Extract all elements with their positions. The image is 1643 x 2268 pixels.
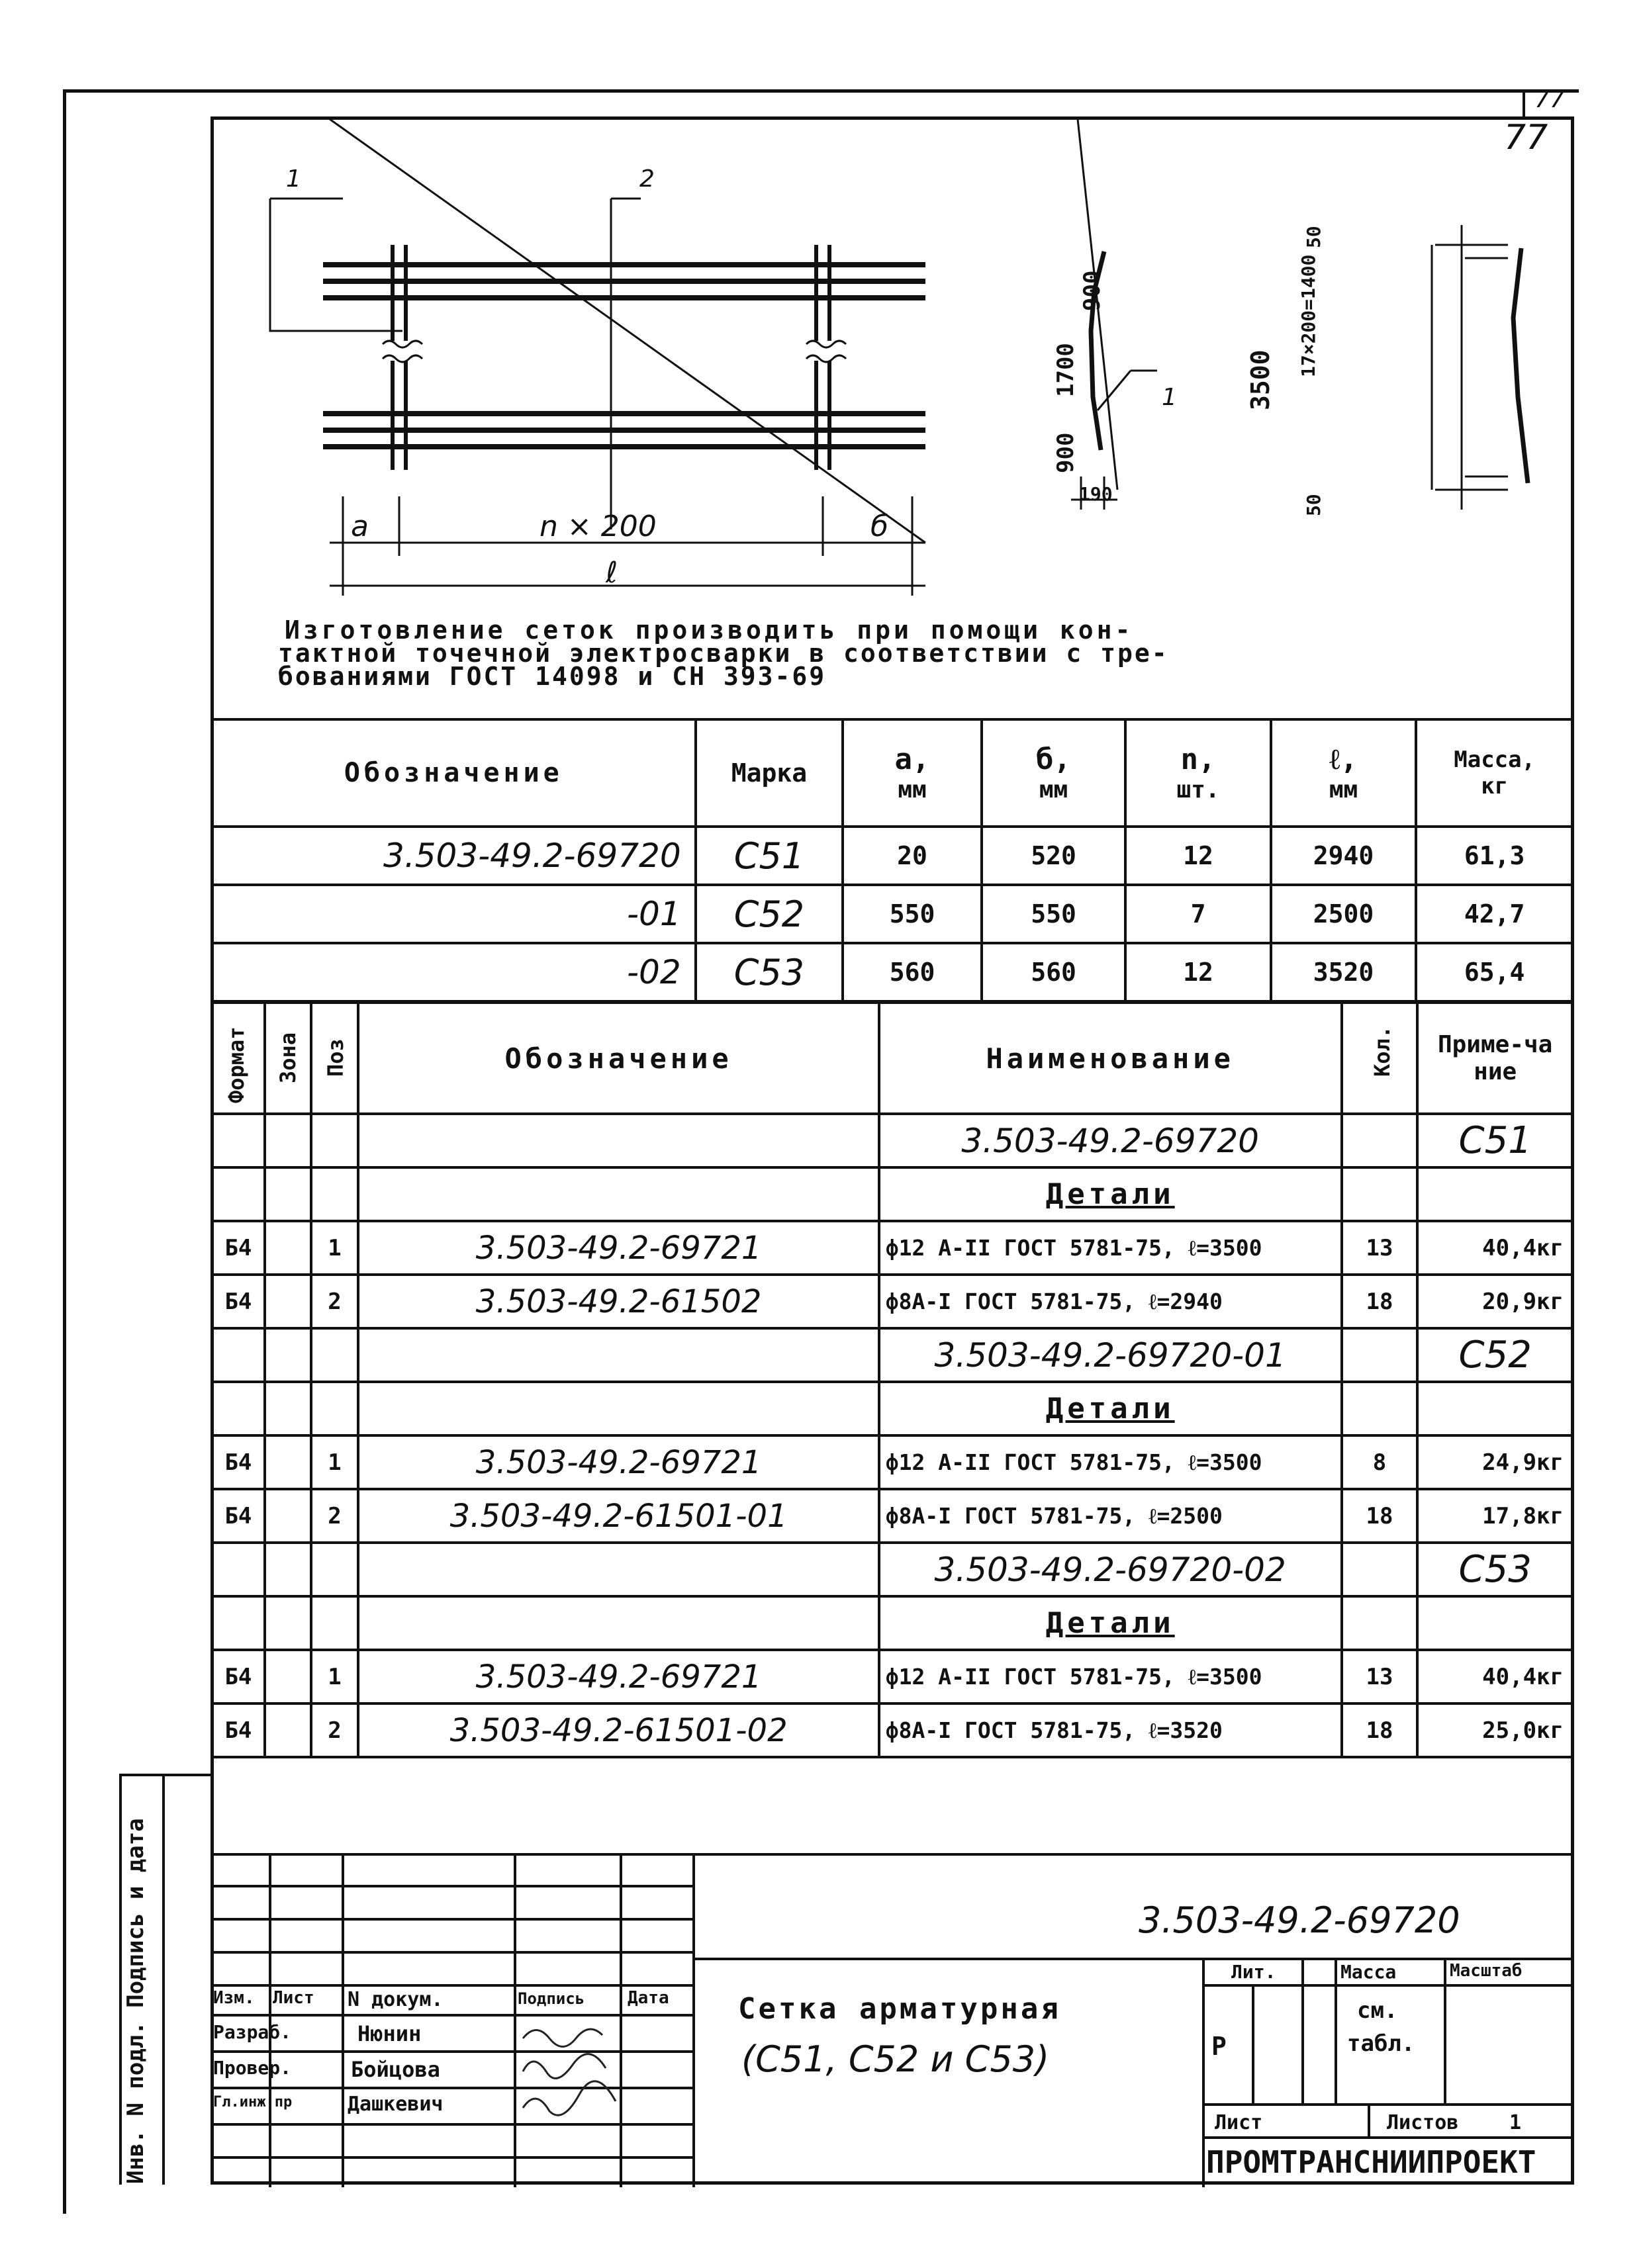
tb-title-line2: (С51, С52 и С53): [741, 2038, 1050, 2080]
spec-cell-note: С51: [1417, 1114, 1573, 1167]
spec-cell-pos: [311, 1167, 359, 1221]
note-line-2: тактной точечной электросварки в соответствии с тре-: [278, 639, 1169, 668]
t1-header-a-label: a,: [894, 743, 930, 776]
dim-b: б: [870, 510, 889, 543]
spec-row: [212, 1650, 1573, 1703]
spec-cell-pos: 1: [311, 1221, 359, 1275]
tb-col-list: Лист: [273, 1988, 314, 2008]
spec-cell-note: [1417, 1382, 1573, 1435]
t1-cell-mass: 42,7: [1416, 885, 1573, 943]
spec-cell-zone: [265, 1275, 311, 1328]
spec-row: [212, 1328, 1573, 1382]
spec-cell-format: Б4: [212, 1650, 265, 1703]
spec-cell-qty: 13: [1342, 1650, 1418, 1703]
spec-cell-format: [212, 1596, 265, 1650]
t1-cell-n: 12: [1125, 943, 1270, 1001]
t1-cell-b: 520: [982, 827, 1126, 885]
spec-cell-qty: 18: [1342, 1275, 1418, 1328]
spec-row: [212, 1543, 1573, 1596]
t1-header-l-label: ℓ,: [1329, 743, 1358, 776]
tb-col-izm: Изм.: [213, 1988, 255, 2008]
spec-cell-qty: [1342, 1382, 1418, 1435]
spec-cell-zone: [265, 1221, 311, 1275]
t1-header-n-unit: шт.: [1176, 776, 1220, 803]
t1-cell-mass: 65,4: [1416, 943, 1573, 1001]
spec-cell-pos: 2: [311, 1703, 359, 1757]
spec-row: [212, 1489, 1573, 1543]
tb-mass-value-1: см.: [1357, 1997, 1398, 2024]
spec-row: [212, 1114, 1573, 1167]
tb-mass-label: Масса: [1340, 1961, 1397, 1983]
spec-cell-designation: [358, 1328, 878, 1382]
spec-cell-name: ф12 А-II ГОСТ 5781-75, ℓ=3500: [879, 1650, 1342, 1703]
spec-cell-zone: [265, 1382, 311, 1435]
note-line-3: бованиями ГОСТ 14098 и СН 393-69: [278, 662, 827, 691]
spec-cell-pos: [311, 1114, 359, 1167]
tb-scale-label: Масштаб: [1450, 1961, 1523, 1981]
tb-name-prover: Бойцова: [351, 2057, 440, 2082]
side2-3500: 3500: [1246, 349, 1275, 410]
frame-top-line: [63, 89, 1579, 93]
spec-cell-qty: 8: [1342, 1435, 1418, 1489]
page-number-handwritten: 77: [1504, 118, 1548, 158]
spec-cell-designation: 3.503-49.2-61501-02: [358, 1703, 878, 1757]
tb-col-ndok: N докум.: [348, 1988, 444, 2011]
tb-row-razrab: Разраб.: [213, 2021, 292, 2043]
spec-row: [212, 1596, 1573, 1650]
t1-cell-mass: 61,3: [1416, 827, 1573, 885]
t1-header-mass-label: Масса,: [1454, 747, 1536, 773]
side2-50-top: 50: [1303, 226, 1325, 248]
tb-col-data: Дата: [628, 1988, 669, 2008]
spec-cell-name: 3.503-49.2-69720: [879, 1114, 1342, 1167]
t1-cell-n: 7: [1125, 885, 1270, 943]
t1-row: [212, 827, 1573, 885]
spec-cell-note: 25,0кг: [1417, 1703, 1573, 1757]
spec-cell-note: 24,9кг: [1417, 1435, 1573, 1489]
tb-mass-value-2: табл.: [1347, 2030, 1415, 2057]
t1-cell-n: 12: [1125, 827, 1270, 885]
spec-header-designation: Обозначение: [358, 1003, 878, 1114]
spec-cell-note: [1417, 1596, 1573, 1650]
spec-row: [212, 1221, 1573, 1275]
spec-header-qty-text: Кол.: [1369, 1025, 1395, 1077]
t1-cell-a: 560: [843, 943, 982, 1001]
spec-cell-qty: 18: [1342, 1489, 1418, 1543]
spec-cell-format: [212, 1543, 265, 1596]
spec-cell-name: ф12 А-II ГОСТ 5781-75, ℓ=3500: [879, 1221, 1342, 1275]
side-1700: 1700: [1053, 343, 1079, 397]
spec-header-zone: [265, 1003, 311, 1114]
spec-cell-format: Б4: [212, 1275, 265, 1328]
spec-cell-qty: [1342, 1543, 1418, 1596]
spec-cell-name: ф8А-I ГОСТ 5781-75, ℓ=2500: [879, 1489, 1342, 1543]
spec-header-format-text: Формат: [224, 1026, 249, 1103]
spec-cell-zone: [265, 1489, 311, 1543]
tb-name-glinzh: Дашкевич: [348, 2093, 444, 2116]
spec-cell-qty: [1342, 1596, 1418, 1650]
frame-left-line: [63, 89, 66, 2214]
callout-2: 2: [639, 165, 655, 193]
tb-sheets-label: Листов: [1387, 2111, 1459, 2134]
spec-header-qty: [1342, 1003, 1418, 1114]
spec-cell-zone: [265, 1328, 311, 1382]
spec-cell-pos: 2: [311, 1489, 359, 1543]
side2-17x200: 17×200=1400: [1297, 254, 1319, 377]
tb-sheets-value: 1: [1509, 2111, 1522, 2134]
spec-cell-zone: [265, 1543, 311, 1596]
t1-cell-a: 550: [843, 885, 982, 943]
dim-n200: n × 200: [540, 510, 657, 543]
page-number: 77: [1534, 86, 1565, 113]
t1-header-mass: [1416, 719, 1573, 827]
spec-cell-format: Б4: [212, 1489, 265, 1543]
spec-cell-pos: 1: [311, 1435, 359, 1489]
tb-sheet-label: Лист: [1215, 2111, 1263, 2134]
tb-row-prover: Провер.: [213, 2057, 292, 2079]
tb-col-podp: Подпись: [518, 1989, 585, 2008]
spec-cell-note: 40,4кг: [1417, 1221, 1573, 1275]
tb-row-glinzh: Гл.инж.пр: [213, 2094, 293, 2110]
spec-row: [212, 1275, 1573, 1328]
mark-table: [211, 718, 1574, 1003]
spec-cell-pos: 1: [311, 1650, 359, 1703]
spec-cell-format: Б4: [212, 1221, 265, 1275]
t1-header-l: [1271, 719, 1417, 827]
spec-row: [212, 1703, 1573, 1757]
spec-cell-format: [212, 1167, 265, 1221]
spec-cell-designation: [358, 1543, 878, 1596]
spec-cell-qty: [1342, 1114, 1418, 1167]
t1-row: [212, 885, 1573, 943]
tb-title-line1: Сетка арматурная: [738, 1992, 1061, 2026]
t1-cell-l: 3520: [1271, 943, 1417, 1001]
t1-row: [212, 943, 1573, 1001]
spec-table: [211, 1001, 1574, 1758]
t1-cell-designation: -01: [212, 885, 696, 943]
spec-row: [212, 1167, 1573, 1221]
mesh-drawing: [211, 119, 1574, 609]
tb-lit-label: Лит.: [1231, 1961, 1276, 1983]
spec-cell-designation: [358, 1114, 878, 1167]
spec-header-format: [212, 1003, 265, 1114]
spec-cell-designation: 3.503-49.2-69721: [358, 1435, 878, 1489]
spec-cell-note: 17,8кг: [1417, 1489, 1573, 1543]
side-stamp-text: Инв. N подл. Подпись и дата: [122, 1818, 149, 2184]
spec-cell-zone: [265, 1114, 311, 1167]
t1-header-n: [1125, 719, 1270, 827]
spec-cell-designation: 3.503-49.2-61501-01: [358, 1489, 878, 1543]
spec-cell-designation: 3.503-49.2-69721: [358, 1221, 878, 1275]
spec-row: [212, 1382, 1573, 1435]
spec-cell-designation: [358, 1167, 878, 1221]
spec-cell-designation: [358, 1382, 878, 1435]
spec-cell-qty: [1342, 1328, 1418, 1382]
spec-cell-pos: [311, 1328, 359, 1382]
dim-l: ℓ: [606, 556, 618, 590]
tb-name-razrab: Нюнин: [357, 2021, 422, 2046]
spec-cell-format: [212, 1382, 265, 1435]
t1-cell-designation: 3.503-49.2-69720: [212, 827, 696, 885]
callout-1: 1: [286, 165, 301, 193]
side2-50-bottom: 50: [1303, 494, 1325, 516]
spec-cell-zone: [265, 1650, 311, 1703]
t1-cell-a: 20: [843, 827, 982, 885]
spec-cell-designation: 3.503-49.2-69721: [358, 1650, 878, 1703]
signatures: [516, 2019, 622, 2131]
t1-header-designation: Обозначение: [212, 719, 696, 827]
t1-cell-b: 550: [982, 885, 1126, 943]
spec-cell-name: ф8А-I ГОСТ 5781-75, ℓ=3520: [879, 1703, 1342, 1757]
t1-cell-mark: С53: [696, 943, 843, 1001]
t1-header-l-unit: мм: [1329, 776, 1358, 803]
spec-cell-format: Б4: [212, 1703, 265, 1757]
side-900-bottom: 900: [1053, 432, 1079, 473]
t1-cell-mark: С51: [696, 827, 843, 885]
side-stamp-divider: [162, 1774, 165, 2185]
tb-lit-value: Р: [1211, 2032, 1227, 2061]
spec-header-zone-text: Зона: [275, 1032, 301, 1083]
spec-cell-zone: [265, 1435, 311, 1489]
spec-cell-note: С52: [1417, 1328, 1573, 1382]
spec-cell-pos: [311, 1543, 359, 1596]
side-callout-1: 1: [1162, 384, 1177, 411]
t1-header-a-unit: мм: [898, 776, 927, 803]
spec-cell-qty: 18: [1342, 1703, 1418, 1757]
spec-header-pos: [311, 1003, 359, 1114]
spec-cell-pos: [311, 1382, 359, 1435]
side-900-top: 900: [1079, 270, 1105, 311]
t1-cell-l: 2940: [1271, 827, 1417, 885]
spec-cell-zone: [265, 1703, 311, 1757]
spec-cell-qty: [1342, 1167, 1418, 1221]
dim-a: a: [351, 510, 369, 543]
t1-header-b-label: б,: [1036, 743, 1072, 776]
spec-header-name: Наименование: [879, 1003, 1342, 1114]
spec-cell-note: 40,4кг: [1417, 1650, 1573, 1703]
t1-header-mass-unit: кг: [1481, 773, 1509, 799]
spec-row: [212, 1435, 1573, 1489]
side-190: 190: [1079, 483, 1113, 505]
spec-cell-format: [212, 1328, 265, 1382]
spec-cell-zone: [265, 1596, 311, 1650]
spec-cell-name: Детали: [879, 1382, 1342, 1435]
spec-cell-zone: [265, 1167, 311, 1221]
tb-doc-number: 3.503-49.2-69720: [1139, 1899, 1460, 1941]
spec-cell-pos: [311, 1596, 359, 1650]
spec-cell-name: ф8А-I ГОСТ 5781-75, ℓ=2940: [879, 1275, 1342, 1328]
t1-header-a: [843, 719, 982, 827]
t1-cell-designation: -02: [212, 943, 696, 1001]
spec-cell-format: Б4: [212, 1435, 265, 1489]
t1-header-mark: Марка: [696, 719, 843, 827]
spec-header-note: Приме-чание: [1417, 1003, 1573, 1114]
spec-cell-note: 20,9кг: [1417, 1275, 1573, 1328]
t1-header-b-unit: мм: [1039, 776, 1068, 803]
note-line-1: Изготовление сеток производить при помощи кон-: [285, 615, 1134, 645]
spec-cell-name: 3.503-49.2-69720-01: [879, 1328, 1342, 1382]
spec-cell-name: Детали: [879, 1596, 1342, 1650]
t1-cell-mark: С52: [696, 885, 843, 943]
spec-cell-name: ф12 А-II ГОСТ 5781-75, ℓ=3500: [879, 1435, 1342, 1489]
spec-header-pos-text: Поз: [322, 1038, 348, 1077]
spec-cell-pos: 2: [311, 1275, 359, 1328]
tb-organization: ПРОМТРАНСНИИПРОЕКТ: [1206, 2144, 1536, 2180]
spec-cell-format: [212, 1114, 265, 1167]
t1-cell-b: 560: [982, 943, 1126, 1001]
t1-cell-l: 2500: [1271, 885, 1417, 943]
spec-cell-qty: 13: [1342, 1221, 1418, 1275]
spec-cell-name: 3.503-49.2-69720-02: [879, 1543, 1342, 1596]
spec-cell-note: [1417, 1167, 1573, 1221]
t1-header-b: [982, 719, 1126, 827]
spec-cell-designation: [358, 1596, 878, 1650]
t1-header-n-label: n,: [1180, 743, 1216, 776]
spec-cell-note: С53: [1417, 1543, 1573, 1596]
spec-cell-name: Детали: [879, 1167, 1342, 1221]
spec-cell-designation: 3.503-49.2-61502: [358, 1275, 878, 1328]
